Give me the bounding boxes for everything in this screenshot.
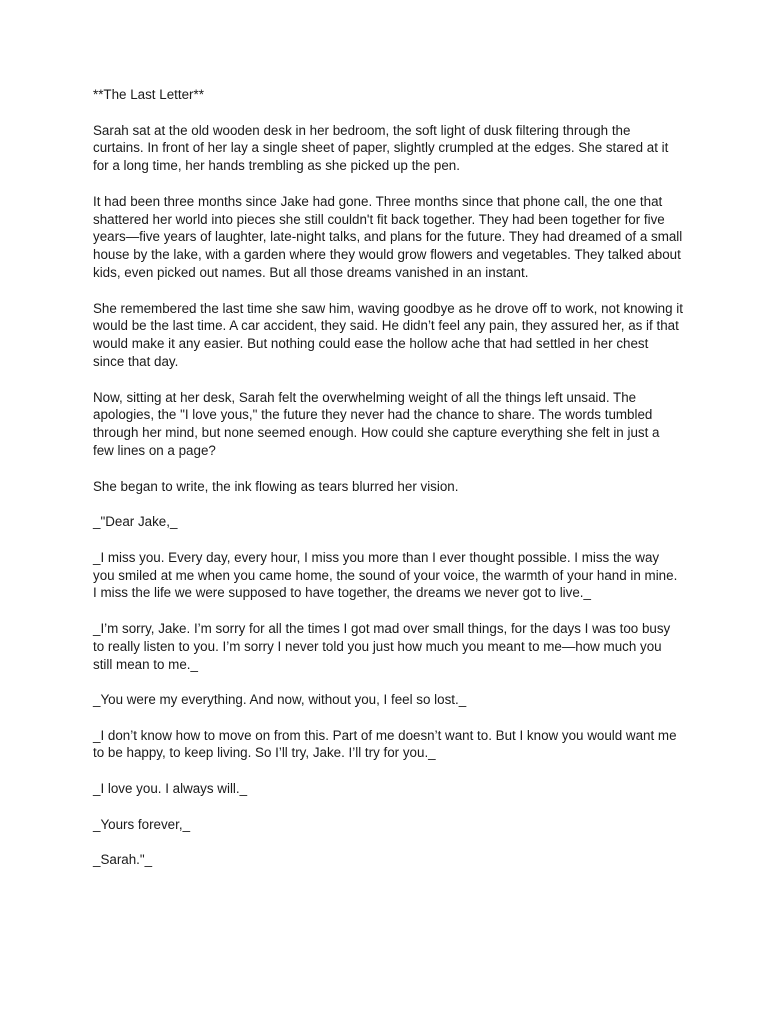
letter-paragraph-love-you: _I love you. I always will._ <box>93 781 248 797</box>
letter-salutation: _"Dear Jake,_ <box>93 514 178 530</box>
letter-signature: _Sarah."_ <box>93 852 153 868</box>
letter-closing: _Yours forever,_ <box>93 816 191 832</box>
document-page <box>93 86 683 887</box>
paragraph-unsaid: Now, sitting at her desk, Sarah felt the overwhelming weight of all the things left unsaid. The apologies, the "I love yous," the future they never had the chance to share. The words tumbled through her mind, but none seemed enough. How could she capture everything she felt in just a few lines on a page? <box>93 389 660 458</box>
letter-paragraph-sorry: _I’m sorry, Jake. I’m sorry for all the times I got mad over small things, for the days I was too busy to really listen to you. I’m sorry I never told you just how much you meant to me—how much you still mean to me._ <box>93 620 671 672</box>
paragraph-began-to-write: She began to write, the ink flowing as tears blurred her vision. <box>93 478 459 494</box>
paragraph-desk: Sarah sat at the old wooden desk in her bedroom, the soft light of dusk filtering through the curtains. In front of her lay a single sheet of paper, slightly crumpled at the edges. She stared at it for a long time, her hands trembling as she picked up the pen. <box>93 122 669 174</box>
letter-paragraph-everything: _You were my everything. And now, without you, I feel so lost._ <box>93 692 467 708</box>
paragraph-three-months: It had been three months since Jake had gone. Three months since that phone call, the one that shattered her world into pieces she still couldn't fit back together. They had been together for five years—five years of laughter, late-night talks, and plans for the future. They had dreamed of a small house by the lake, with a garden where they would grow flowers and vegetables. They talked about kids, even picked out names. But all those dreams vanished in an instant. <box>93 193 683 280</box>
letter-paragraph-move-on: _I don’t know how to move on from this. Part of me doesn’t want to. But I know you would want me to be happy, to keep living. So I’ll try, Jake. I’ll try for you._ <box>93 727 677 761</box>
paragraph-last-time: She remembered the last time she saw him, waving goodbye as he drove off to work, not knowing it would be the last time. A car accident, they said. He didn’t feel any pain, they assured her, as if that would make it any easier. But nothing could ease the hollow ache that had settled in her chest since that day. <box>93 300 683 369</box>
document-title: **The Last Letter** <box>93 87 204 102</box>
letter-paragraph-miss-you: _I miss you. Every day, every hour, I miss you more than I ever thought possible. I miss the way you smiled at me when you came home, the sound of your voice, the warmth of your hand in mine. I miss the life we were supposed to have together, the dreams we never got to live._ <box>93 549 678 601</box>
